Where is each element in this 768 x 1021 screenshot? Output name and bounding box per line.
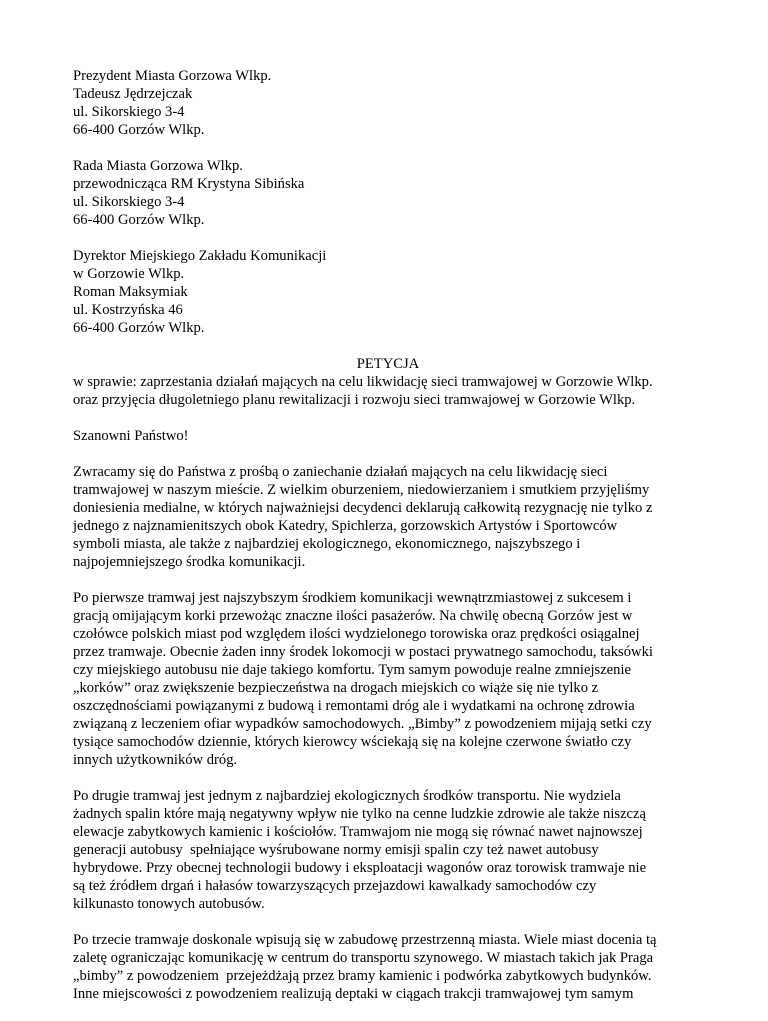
paragraph-second-argument bbox=[73, 787, 703, 913]
paragraph-line: oszczędnościami powiązanymi z budową i remontami dróg ale i wydatkami na ochronę zdrowia bbox=[73, 698, 635, 714]
paragraph-line: symboli miasta, ale także z najbardziej ekologicznego, ekonomicznego, najszybszego i bbox=[73, 536, 581, 552]
paragraph-line: „bimby” z powodzeniem przejeżdżają przez bramy kamienic i podwórka zabytkowych budynków. bbox=[73, 968, 652, 984]
petition-subject-line: w sprawie: zaprzestania działań mających na celu likwidację sieci tramwajowej w Gorzowie Wlkp. bbox=[73, 374, 653, 390]
recipient-line: Tadeusz Jędrzejczak bbox=[73, 86, 193, 102]
recipient-line: 66-400 Gorzów Wlkp. bbox=[73, 212, 205, 228]
recipient-line: w Gorzowie Wlkp. bbox=[73, 266, 185, 282]
paragraph-third-argument bbox=[73, 931, 703, 1003]
recipient-line: ul. Sikorskiego 3-4 bbox=[73, 194, 185, 210]
petition-title: PETYCJA bbox=[356, 356, 420, 372]
recipient-line: ul. Kostrzyńska 46 bbox=[73, 302, 183, 318]
recipient-line: Prezydent Miasta Gorzowa Wlkp. bbox=[73, 68, 272, 84]
paragraph-line: Po pierwsze tramwaj jest najszybszym środkiem komunikacji wewnątrzmiastowej z sukcesem i bbox=[73, 590, 632, 606]
paragraph-line: żadnych spalin które mają negatywny wpływ nie tylko na cenne ludzkie zdrowie ale także niszczą bbox=[73, 806, 646, 822]
recipient-line: przewodnicząca RM Krystyna Sibińska bbox=[73, 176, 305, 192]
paragraph-line: gracją omijającym korki przewożąc znaczne ilości pasażerów. Na chwilę obecną Gorzów jest w bbox=[73, 608, 633, 624]
recipient-line: Roman Maksymiak bbox=[73, 284, 188, 300]
paragraph-line: są też źródłem drgań i hałasów towarzyszących przejazdowi kawalkady samochodów czy bbox=[73, 878, 597, 894]
paragraph-line: innych użytkowników dróg. bbox=[73, 752, 238, 768]
petition-heading bbox=[73, 355, 703, 409]
paragraph-line: kilkunasto tonowych autobusów. bbox=[73, 896, 265, 912]
paragraph-line: tysiące samochodów dziennie, których kierowcy wściekają się na kolejne czerwone światło czy bbox=[73, 734, 632, 750]
paragraph-line: elewacje zabytkowych kamienic i kościołów. Tramwajom nie mogą się równać nawet najnowszej bbox=[73, 824, 643, 840]
paragraph-line: Po trzecie tramwaje doskonale wpisują się w zabudowę przestrzenną miasta. Wiele miast docenia tą bbox=[73, 932, 657, 948]
recipient-line: ul. Sikorskiego 3-4 bbox=[73, 104, 185, 120]
recipient-line: 66-400 Gorzów Wlkp. bbox=[73, 320, 205, 336]
paragraph-line: przez tramwaje. Obecnie żaden inny środek lokomocji w postaci prywatnego samochodu, taksówki bbox=[73, 644, 653, 660]
paragraph-line: hybrydowe. Przy obecnej technologii budowy i eksploatacji wagonów oraz torowisk tramwaje nie bbox=[73, 860, 647, 876]
paragraph-line: Po drugie tramwaj jest jednym z najbardziej ekologicznych środków transportu. Nie wydziela bbox=[73, 788, 621, 804]
paragraph-line: czy miejskiego autobusu nie daje takiego komfortu. Tym samym powoduje realne zmniejszenie bbox=[73, 662, 631, 678]
paragraph-line: jednego z najznamienitszych obok Katedry, Spichlerza, gorzowskich Artystów i Sportowców bbox=[73, 518, 618, 534]
paragraph-intro bbox=[73, 463, 703, 571]
paragraph-first-argument bbox=[73, 589, 703, 769]
paragraph-line: zaletę ograniczając komunikację w centrum do transportu szynowego. W miastach takich jak Praga bbox=[73, 950, 654, 966]
recipient-line: 66-400 Gorzów Wlkp. bbox=[73, 122, 205, 138]
recipient-president bbox=[73, 67, 703, 139]
petition-subject-line: oraz przyjęcia długoletniego planu rewitalizacji i rozwoju sieci tramwajowej w Gorzowie Wlkp. bbox=[73, 392, 636, 408]
paragraph-line: związaną z leczeniem ofiar wypadków samochodowych. „Bimby” z powodzeniem mijają setki czy bbox=[73, 716, 652, 732]
paragraph-line: Inne miejscowości z powodzeniem realizują deptaki w ciągach trakcji tramwajowej tym samym bbox=[73, 986, 634, 1002]
paragraph-line: najpojemniejszego środka komunikacji. bbox=[73, 554, 306, 570]
recipient-line: Rada Miasta Gorzowa Wlkp. bbox=[73, 158, 243, 174]
paragraph-line: „korków” oraz zwiększenie bezpieczeństwa na drogach miejskich co wiąże się nie tylko z bbox=[73, 680, 599, 696]
recipient-city-council bbox=[73, 157, 703, 229]
salutation-text: Szanowni Państwo! bbox=[73, 428, 189, 444]
paragraph-line: tramwajowej w naszym mieście. Z wielkim oburzeniem, niedowierzaniem i smutkiem przyjęliśmy bbox=[73, 482, 650, 498]
paragraph-line: czołówce polskich miast pod względem ilości wydzielonego torowiska oraz prędkości osiągalnej bbox=[73, 626, 640, 642]
paragraph-line: generacji autobusy spełniające wyśrubowane normy emisji spalin czy też nawet autobusy bbox=[73, 842, 599, 858]
recipient-transport-director bbox=[73, 247, 703, 337]
letter-page bbox=[73, 67, 703, 1021]
paragraph-line: Zwracamy się do Państwa z prośbą o zaniechanie działań mających na celu likwidację sieci bbox=[73, 464, 608, 480]
recipient-line: Dyrektor Miejskiego Zakładu Komunikacji bbox=[73, 248, 327, 264]
paragraph-line: doniesienia medialne, w których najważniejsi decydenci deklarują całkowitą rezygnację nie tylko z bbox=[73, 500, 653, 516]
salutation bbox=[73, 427, 703, 445]
